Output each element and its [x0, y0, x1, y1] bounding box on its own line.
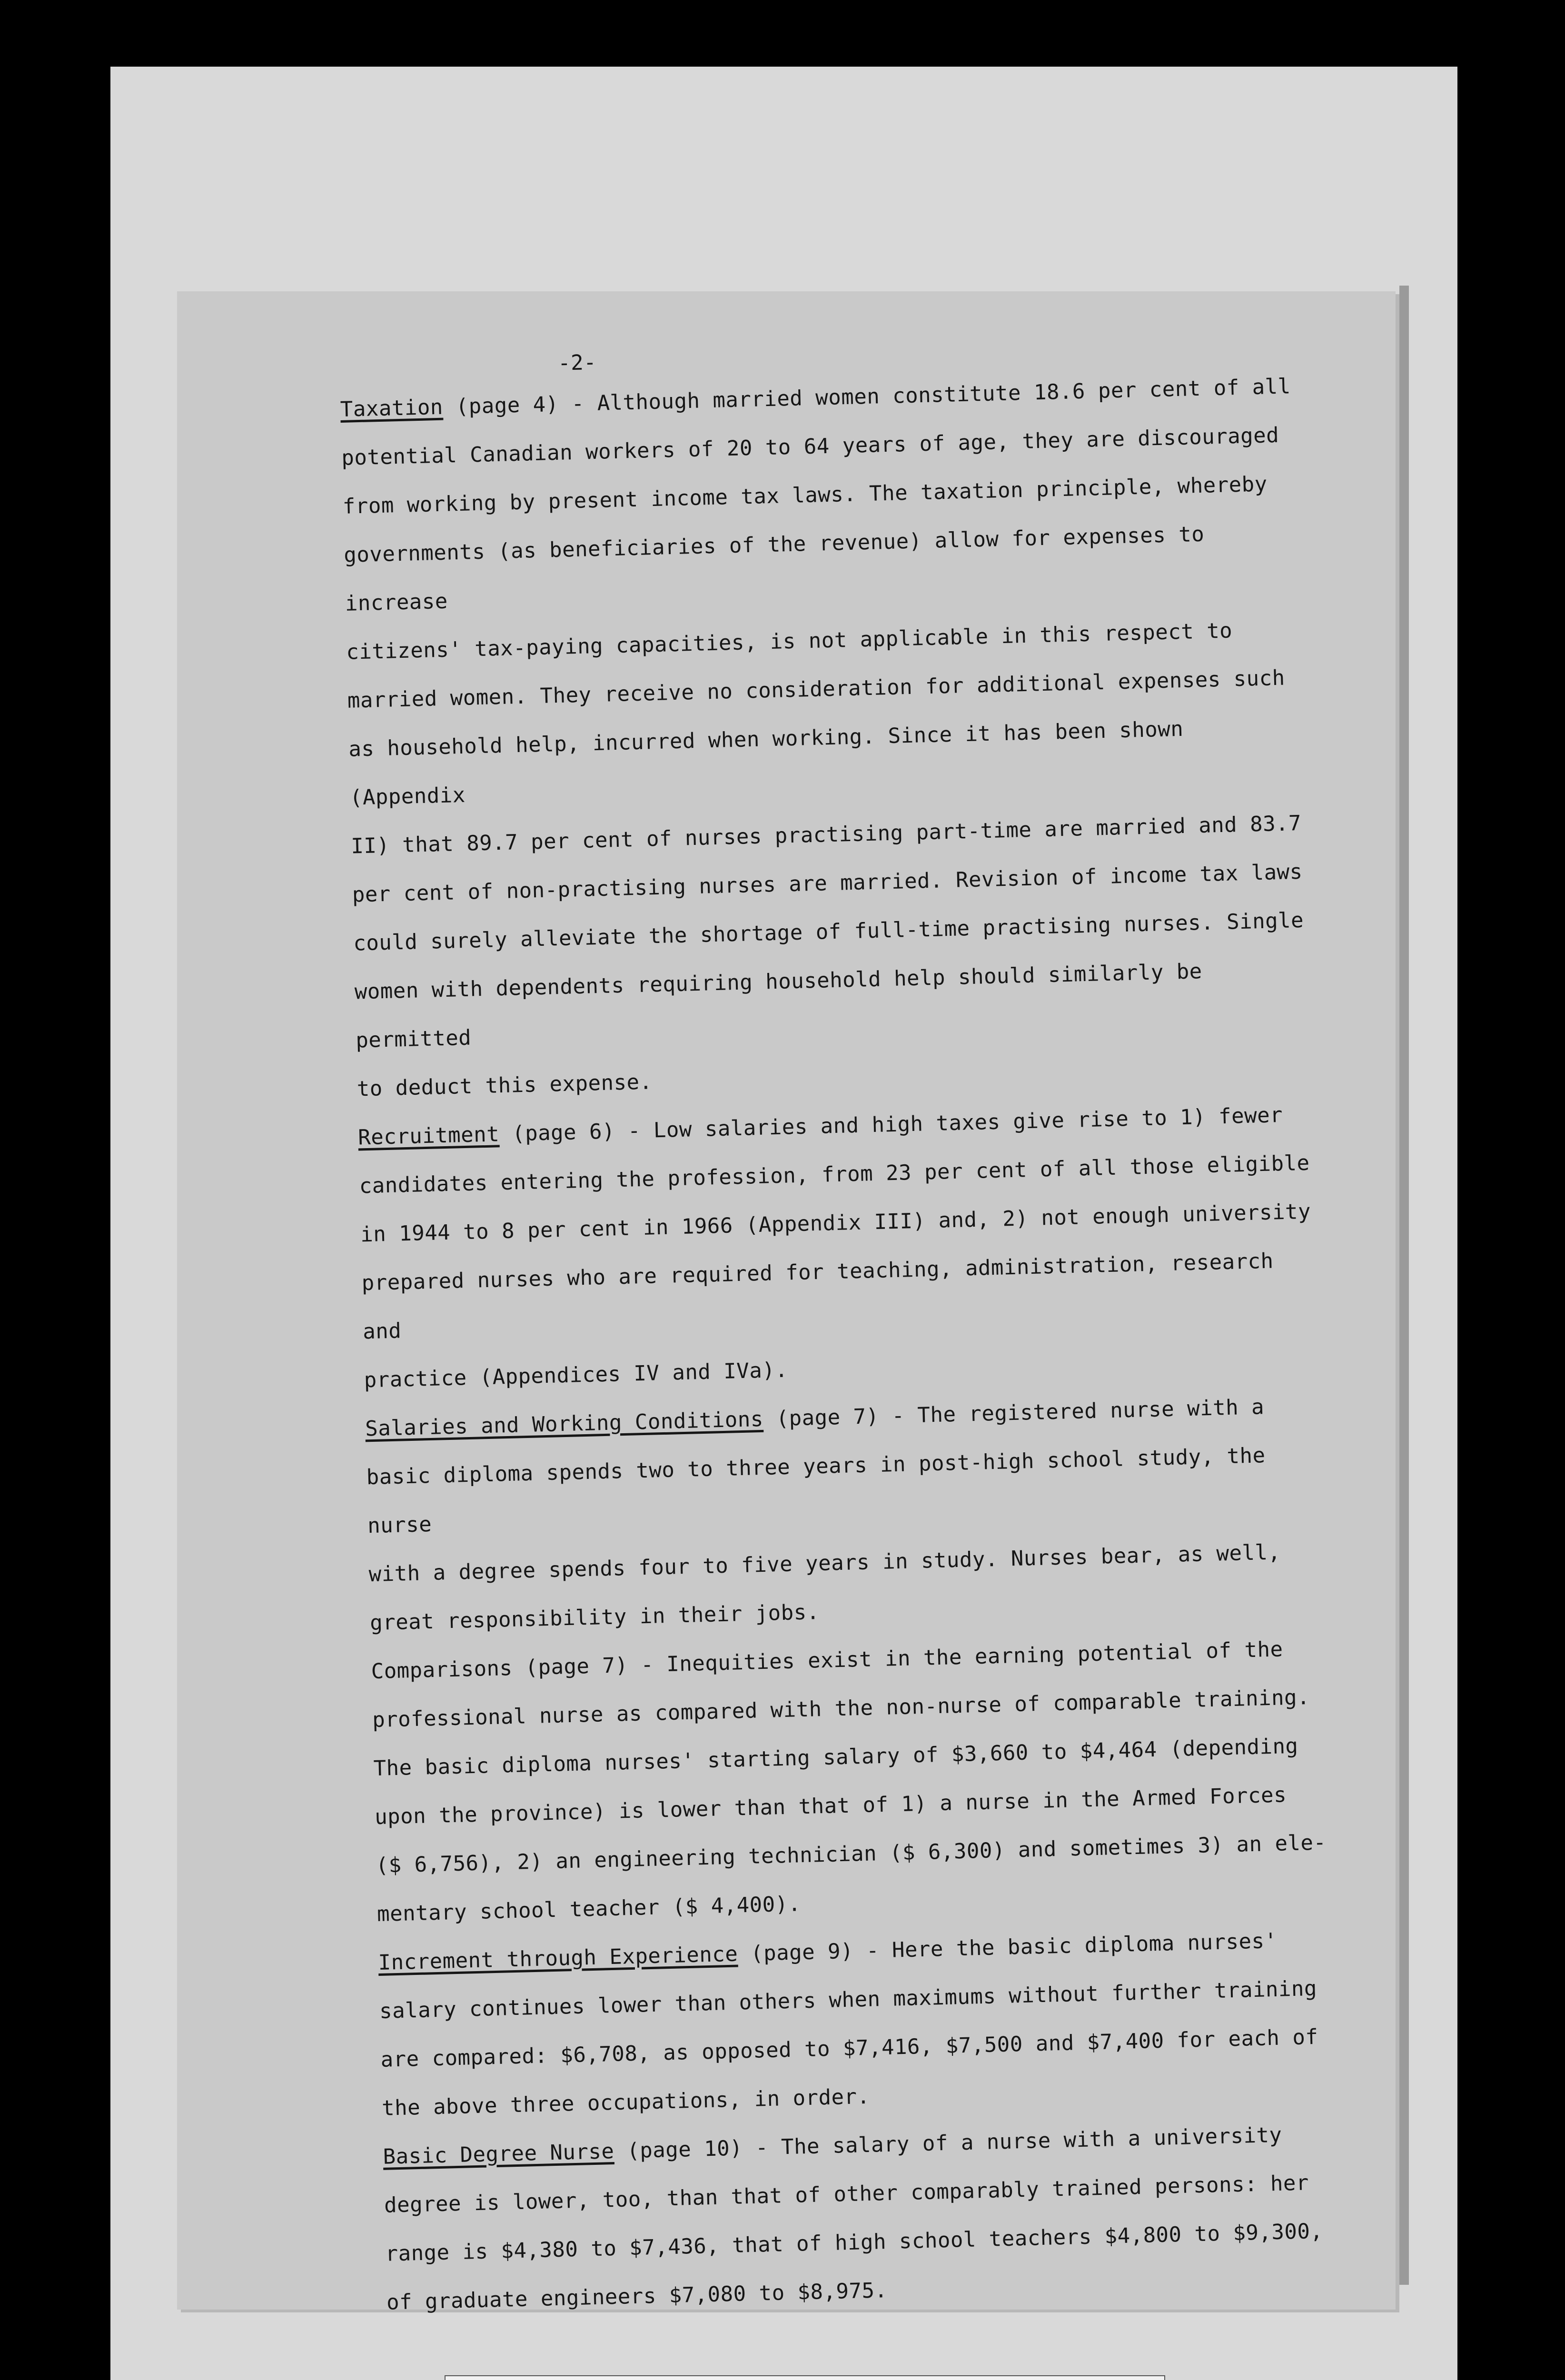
text-line: professional nurse as compared with the non-nurse of comparable training. — [372, 1685, 1310, 1733]
page-edge — [1399, 286, 1409, 2285]
paragraph-basic-degree — [382, 2110, 1338, 2327]
text-line: married women. They receive no consideration for additional expenses such — [347, 665, 1286, 713]
text-line: from working by present income tax laws. The taxation principle, whereby — [342, 472, 1268, 519]
paragraph-taxation — [340, 362, 1309, 1113]
text-line: potential Canadian workers of 20 to 64 years of age, they are discouraged — [341, 423, 1279, 470]
paragraph-salaries — [365, 1381, 1322, 1647]
heading-taxation: Taxation — [340, 395, 444, 422]
text-line: the above three occupations, in order. — [381, 2084, 871, 2121]
paragraph-recruitment — [357, 1091, 1316, 1405]
text-line: in 1944 to 8 per cent in 1966 (Appendix III) and, 2) not enough university — [360, 1199, 1311, 1247]
typed-text-block — [339, 329, 1339, 2327]
text-line: The basic diploma nurses' starting salary of $3,660 to $4,464 (depending — [373, 1734, 1299, 1781]
text-line: governments (as beneficiaries of the revenue) allow for expenses to increase — [343, 522, 1218, 616]
heading-salaries: Salaries and Working Conditions — [365, 1407, 764, 1441]
heading-recruitment: Recruitment — [357, 1122, 500, 1150]
archive-label-card — [445, 2375, 1165, 2380]
text-line: as household help, incurred when working. Since it has been shown (Appendix — [348, 716, 1197, 810]
text-line: II) that 89.7 per cent of nurses practising part-time are married and 83.7 — [350, 811, 1302, 859]
text-line: per cent of non-practising nurses are married. Revision of income tax laws — [352, 859, 1303, 907]
text-line: (page 4) - Although married women constitute 18.6 per cent of all — [443, 374, 1291, 419]
paragraph-increment — [377, 1915, 1334, 2133]
text-line: practice (Appendices IV and IVa). — [364, 1358, 788, 1393]
text-line: women with dependents requiring household help should similarly be permitted — [354, 959, 1216, 1053]
heading-increment: Increment through Experience — [378, 1942, 738, 1975]
text-line: (page 10) - The salary of a nurse with a university — [614, 2122, 1283, 2163]
text-line: (page 6) - Low salaries and high taxes give rise to 1) fewer — [499, 1103, 1283, 1147]
text-line: Comparisons (page 7) - Inequities exist in the earning potential of the — [371, 1637, 1284, 1684]
text-line: salary continues lower than others when maximums without further training — [379, 1976, 1317, 2023]
text-line: to deduct this expense. — [357, 1070, 653, 1101]
text-line: candidates entering the profession, from 23 per cent of all those eligible — [359, 1150, 1310, 1199]
text-line: with a degree spends four to five years in study. Nurses bear, as well, — [368, 1540, 1281, 1587]
text-line: degree is lower, too, than that of other comparably trained persons: her — [384, 2171, 1309, 2218]
text-line: basic diploma spends two to three years in post-high school study, the nurse — [366, 1443, 1279, 1538]
text-line: are compared: $6,708, as opposed to $7,416, $7,500 and $7,400 for each of — [380, 2024, 1319, 2072]
text-line: upon the province) is lower than that of 1) a nurse in the Armed Forces — [374, 1783, 1287, 1830]
text-line: (page 9) - Here the basic diploma nurses' — [737, 1928, 1278, 1966]
text-line: prepared nurses who are required for teaching, administration, research and — [361, 1248, 1287, 1344]
paragraph-comparisons — [371, 1624, 1329, 1939]
text-line: of graduate engineers $7,080 to $8,975. — [386, 2278, 888, 2315]
heading-basic-degree: Basic Degree Nurse — [383, 2139, 614, 2169]
text-line: could surely alleviate the shortage of full-time practising nurses. Single — [353, 908, 1304, 956]
text-line: ($ 6,756), 2) an engineering technician ($ 6,300) and sometimes 3) an ele- — [376, 1830, 1327, 1878]
text-line: mentary school teacher ($ 4,400). — [376, 1892, 802, 1927]
text-line: range is $4,380 to $7,436, that of high school teachers $4,800 to $9,300, — [385, 2219, 1323, 2266]
page-number: -2- — [557, 350, 597, 376]
text-line: (page 7) - The registered nurse with a — [763, 1395, 1265, 1431]
text-line: citizens' tax-paying capacities, is not applicable in this respect to — [346, 618, 1233, 664]
text-line: great responsibility in their jobs. — [369, 1600, 820, 1636]
